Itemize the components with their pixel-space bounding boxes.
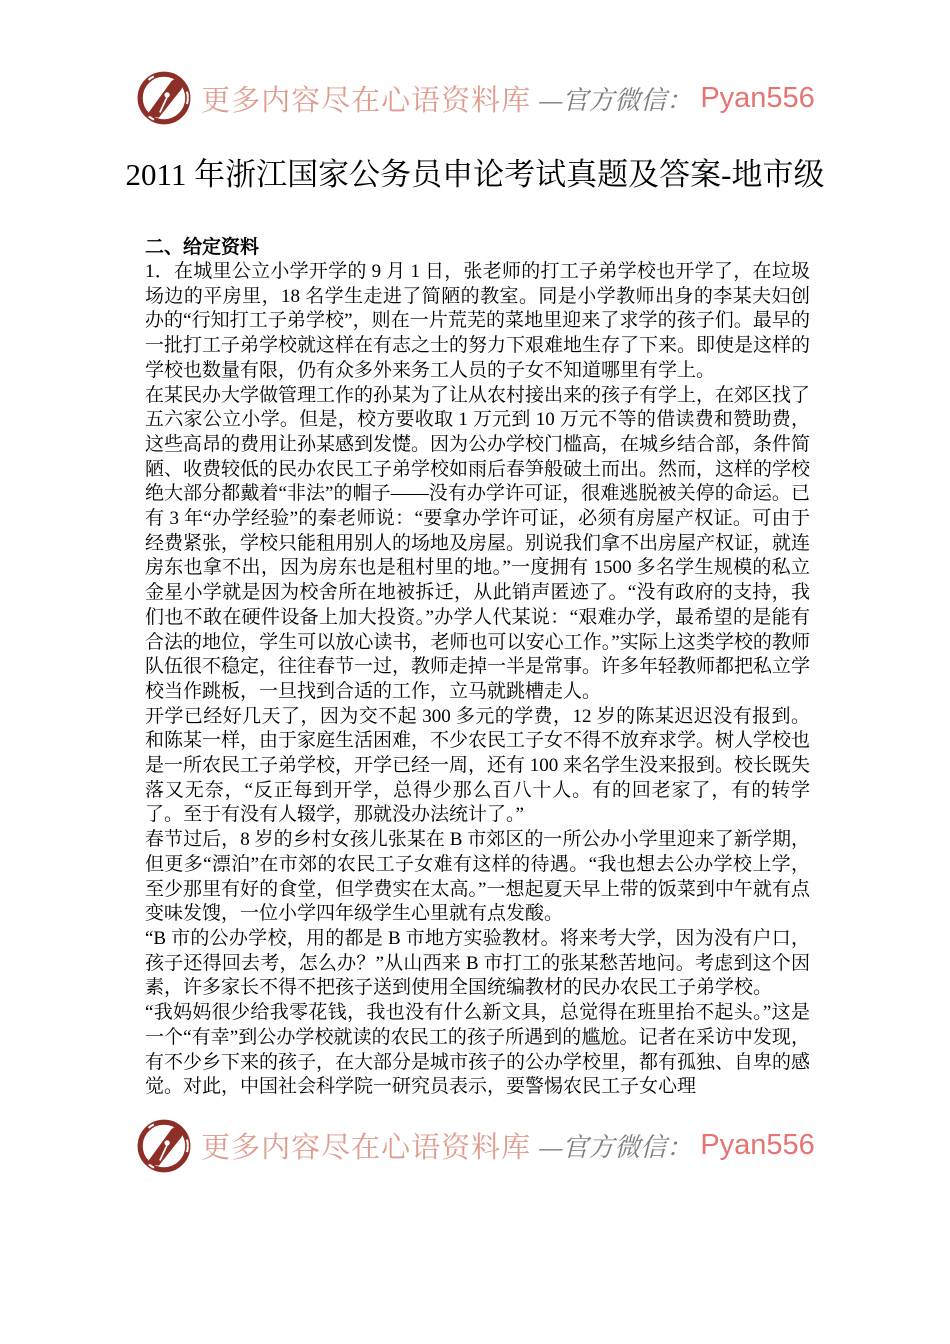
banner-brand-text: 更多内容尽在心语资料库 xyxy=(201,84,532,117)
document-title: 2011 年浙江国家公务员申论考试真题及答案-地市级 xyxy=(125,157,825,192)
paragraph-3: 开学已经好几天了，因为交不起 300 多元的学费，12 岁的陈某迟迟没有报到。和陈某一样，由于家庭生活困难，不少农民工子女不得不放弃求学。树人学校也是一所农民工子弟学校，开学已经一周，还有 100 来名学生没来报到。校长既失落又无奈，“反正每到开学，总得少那么百八十人。有的回老家了，有的转学了。至于有没有人辍学，那就没办法统计了。” xyxy=(145,705,811,826)
section-heading: 二、给定资料 xyxy=(145,237,260,258)
document-body xyxy=(145,260,810,1100)
brand-logo-icon xyxy=(135,1117,193,1175)
paragraph-2: 在某民办大学做管理工作的孙某为了让从农村接出来的孩子有学上，在郊区找了五六家公立小学。但是，校方要收取 1 万元到 10 万元不等的借读费和赞助费，这些高昂的费用让孙某感到发憷。因为公办学校门槛高，在城乡结合部，条件简陋、收费较低的民办农民工子弟学校如雨后春笋般破土而出。然而，这样的学校绝大部分都戴着“非法”的帽子——没有办学许可证，很难逃脱被关停的命运。已有 3 年“办学经验”的秦老师说：“要拿办学许可证，必须有房屋产权证。可由于经费紧张，学校只能租用别人的场地及房屋。别说我们拿不出房屋产权证，就连房东也拿不出，因为房东也是租村里的地。”一度拥有 1500 多名学生规模的私立金星小学就是因为校舍所在地被拆迁，从此销声匿迹了。“没有政府的支持，我们也不敢在硬件设备上加大投资。”办学人代某说：“艰难办学，最希望的是能有合法的地位，学生可以放心读书，老师也可以安心工作。”实际上这类学校的教师队伍很不稳定，往往春节一过，教师走掉一半是常事。许多年轻教师都把私立学校当作跳板，一旦找到合适的工作，立马就跳槽走人。 xyxy=(145,384,811,702)
paragraph-1: 1．在城里公立小学开学的 9 月 1 日，张老师的打工子弟学校也开学了，在垃圾场边的平房里，18 名学生走进了简陋的教室。同是小学教师出身的李某夫妇创办的“行知打工子弟学校”，则在一片荒芜的菜地里迎来了求学的孩子们。最早的一批打工子弟学校就这样在有志之士的努力下艰难地生存了下来。即使是这样的学校也数量有限，仍有众多外来务工人员的子女不知道哪里有学上。 xyxy=(145,261,811,381)
banner-wechat-id: Pyan556 xyxy=(700,1129,815,1162)
paragraph-5: “B 市的公办学校，用的都是 B 市地方实验教材。将来考大学，因为没有户口，孩子还得回去考，怎么办？”从山西来 B 市打工的张某愁苦地问。考虑到这个因素，许多家长不得不把孩子送到使用全国统编教材的民办农民工子弟学校。 xyxy=(145,927,810,999)
header-banner xyxy=(0,68,950,128)
footer-banner xyxy=(0,1116,950,1176)
banner-wechat-id: Pyan556 xyxy=(700,81,815,114)
banner-wechat-label: —官方微信： xyxy=(539,85,693,115)
banner-wechat-label: —官方微信： xyxy=(539,1133,693,1163)
paragraph-4: 春节过后，8 岁的乡村女孩儿张某在 B 市郊区的一所公办小学里迎来了新学期，但更多“漂泊”在市郊的农民工子女难有这样的待遇。“我也想去公办学校上学，至少那里有好的食堂，但学费实在太高。”一想起夏天早上带的饭菜到中午就有点变味发馊，一位小学四年级学生心里就有点发酸。 xyxy=(145,829,810,925)
brand-logo-icon xyxy=(135,69,193,127)
banner-brand-text: 更多内容尽在心语资料库 xyxy=(201,1132,532,1165)
paragraph-6: “我妈妈很少给我零花钱，我也没有什么新文具，总觉得在班里抬不起头。”这是一个“有幸”到公办学校就读的农民工的孩子所遇到的尴尬。记者在采访中发现，有不少乡下来的孩子，在大部分是城市孩子的公办学校里，都有孤独、自卑的感觉。对此，中国社会科学院一研究员表示，要警惕农民工子女心理 xyxy=(145,1002,811,1098)
